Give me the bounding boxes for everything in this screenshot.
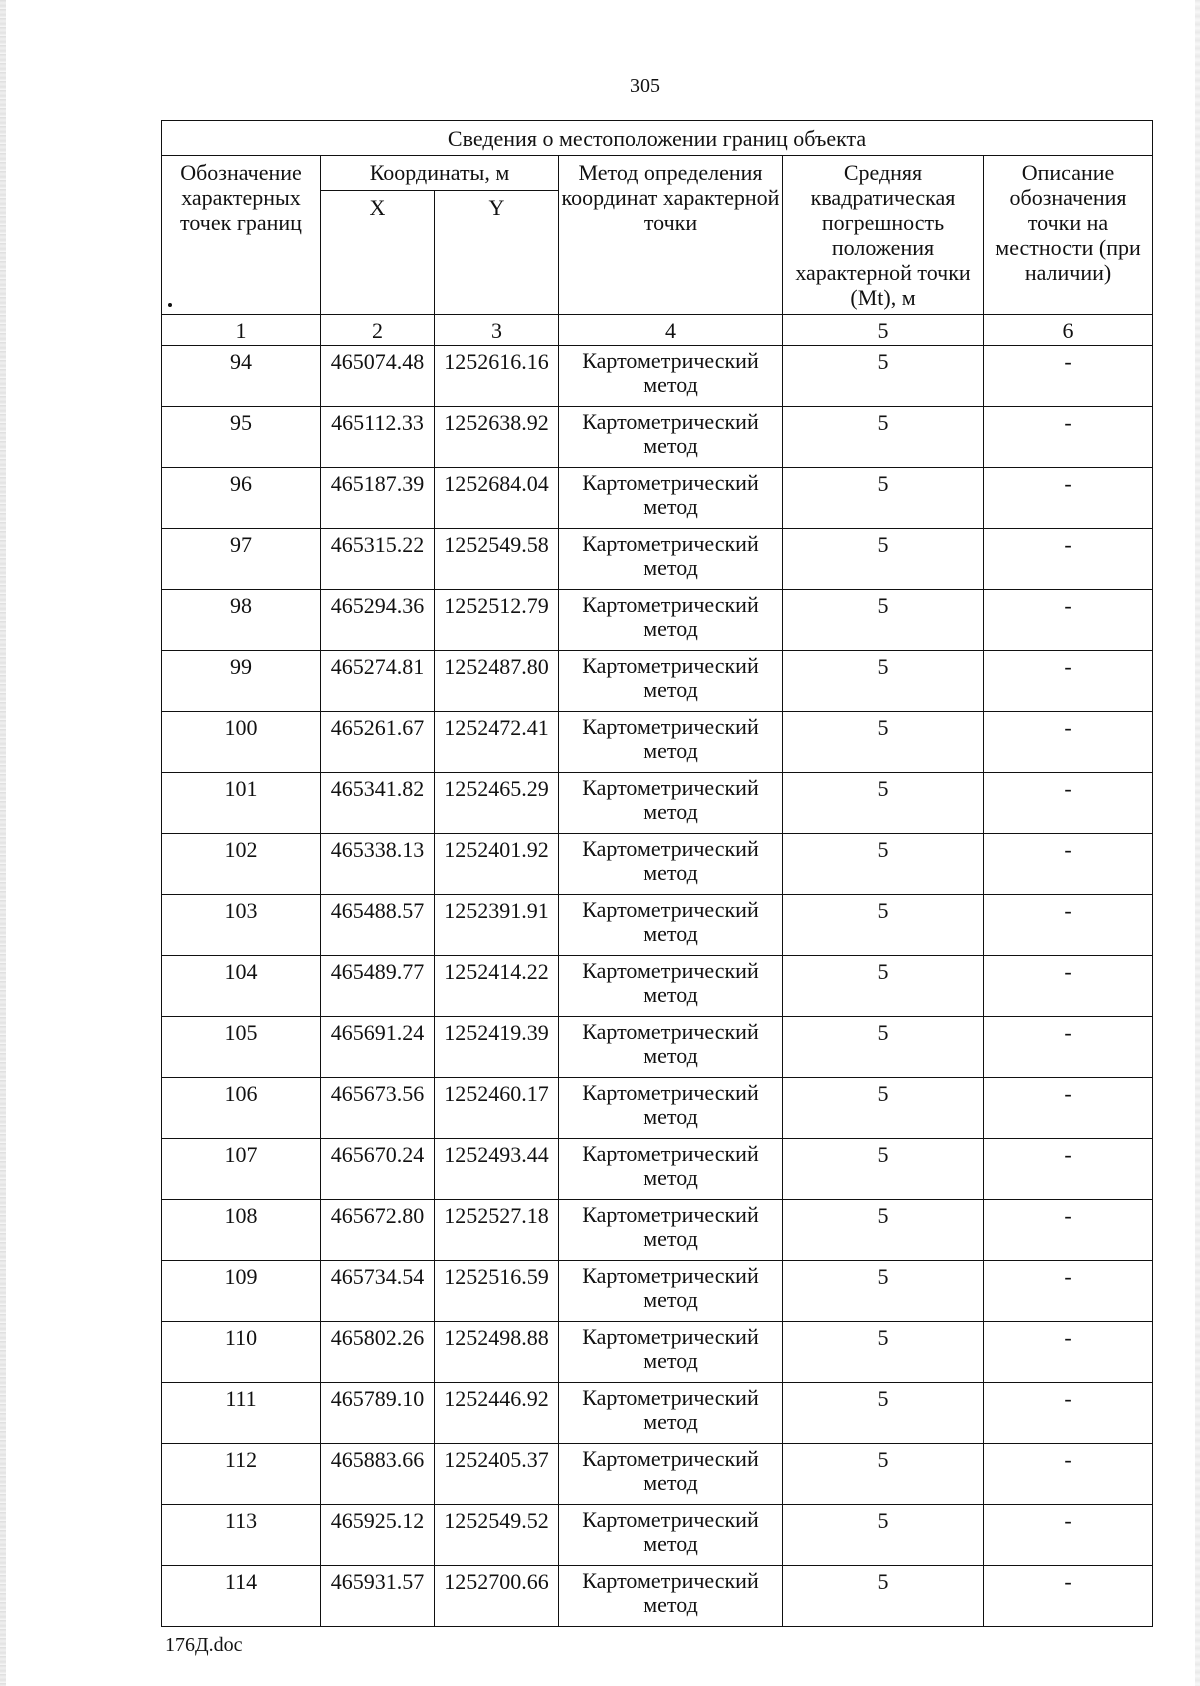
error-cell: 5	[783, 956, 984, 1017]
table-row	[162, 1261, 1153, 1322]
footer-filename: 176Д.doc	[165, 1634, 243, 1656]
y-coordinate-cell: 1252638.92	[435, 407, 559, 468]
point-cell: 107	[162, 1139, 321, 1200]
table-row	[162, 1566, 1153, 1627]
table-row	[162, 773, 1153, 834]
header-x: X	[321, 191, 435, 315]
x-coordinate-cell: 465691.24	[321, 1017, 435, 1078]
header-row	[162, 156, 1153, 191]
method-cell: Картометрический метод	[559, 1200, 783, 1261]
method-cell: Картометрический метод	[559, 773, 783, 834]
scan-edge-right	[1195, 0, 1200, 1686]
column-number: 2	[321, 315, 435, 346]
error-cell: 5	[783, 1383, 984, 1444]
x-coordinate-cell: 465670.24	[321, 1139, 435, 1200]
column-number: 5	[783, 315, 984, 346]
error-cell: 5	[783, 895, 984, 956]
x-coordinate-cell: 465112.33	[321, 407, 435, 468]
y-coordinate-cell: 1252401.92	[435, 834, 559, 895]
description-cell: -	[984, 895, 1153, 956]
column-number: 3	[435, 315, 559, 346]
x-coordinate-cell: 465187.39	[321, 468, 435, 529]
method-cell: Картометрический метод	[559, 651, 783, 712]
method-cell: Картометрический метод	[559, 590, 783, 651]
header-error: Средняя квадратическая погрешность положения характерной точки (Mt), м	[783, 156, 984, 315]
x-coordinate-cell: 465672.80	[321, 1200, 435, 1261]
table-row	[162, 1200, 1153, 1261]
table-row	[162, 1139, 1153, 1200]
error-cell: 5	[783, 1017, 984, 1078]
x-coordinate-cell: 465673.56	[321, 1078, 435, 1139]
header-y: Y	[435, 191, 559, 315]
method-cell: Картометрический метод	[559, 1261, 783, 1322]
x-coordinate-cell: 465315.22	[321, 529, 435, 590]
point-cell: 99	[162, 651, 321, 712]
description-cell: -	[984, 1505, 1153, 1566]
description-cell: -	[984, 468, 1153, 529]
error-cell: 5	[783, 1139, 984, 1200]
x-coordinate-cell: 465294.36	[321, 590, 435, 651]
description-cell: -	[984, 1017, 1153, 1078]
point-cell: 96	[162, 468, 321, 529]
y-coordinate-cell: 1252414.22	[435, 956, 559, 1017]
y-coordinate-cell: 1252487.80	[435, 651, 559, 712]
y-coordinate-cell: 1252493.44	[435, 1139, 559, 1200]
y-coordinate-cell: 1252465.29	[435, 773, 559, 834]
table-row	[162, 895, 1153, 956]
error-cell: 5	[783, 1505, 984, 1566]
error-cell: 5	[783, 468, 984, 529]
method-cell: Картометрический метод	[559, 407, 783, 468]
y-coordinate-cell: 1252460.17	[435, 1078, 559, 1139]
table-body	[162, 121, 1153, 1627]
column-number: 6	[984, 315, 1153, 346]
x-coordinate-cell: 465261.67	[321, 712, 435, 773]
error-cell: 5	[783, 651, 984, 712]
y-coordinate-cell: 1252516.59	[435, 1261, 559, 1322]
point-cell: 106	[162, 1078, 321, 1139]
table-row	[162, 651, 1153, 712]
table-row	[162, 1322, 1153, 1383]
x-coordinate-cell: 465734.54	[321, 1261, 435, 1322]
method-cell: Картометрический метод	[559, 712, 783, 773]
x-coordinate-cell: 465274.81	[321, 651, 435, 712]
y-coordinate-cell: 1252419.39	[435, 1017, 559, 1078]
table-row	[162, 529, 1153, 590]
description-cell: -	[984, 1383, 1153, 1444]
method-cell: Картометрический метод	[559, 1017, 783, 1078]
point-cell: 111	[162, 1383, 321, 1444]
error-cell: 5	[783, 834, 984, 895]
table-row	[162, 712, 1153, 773]
y-coordinate-cell: 1252446.92	[435, 1383, 559, 1444]
x-coordinate-cell: 465074.48	[321, 346, 435, 407]
y-coordinate-cell: 1252512.79	[435, 590, 559, 651]
method-cell: Картометрический метод	[559, 1444, 783, 1505]
y-coordinate-cell: 1252684.04	[435, 468, 559, 529]
page-number: 305	[630, 75, 660, 97]
method-cell: Картометрический метод	[559, 1566, 783, 1627]
table-row	[162, 468, 1153, 529]
table-title: Сведения о местоположении границ объекта	[162, 121, 1153, 156]
description-cell: -	[984, 346, 1153, 407]
y-coordinate-cell: 1252472.41	[435, 712, 559, 773]
table-row	[162, 1505, 1153, 1566]
column-number: 4	[559, 315, 783, 346]
point-cell: 109	[162, 1261, 321, 1322]
error-cell: 5	[783, 1444, 984, 1505]
method-cell: Картометрический метод	[559, 1322, 783, 1383]
error-cell: 5	[783, 1566, 984, 1627]
description-cell: -	[984, 1078, 1153, 1139]
point-cell: 94	[162, 346, 321, 407]
description-cell: -	[984, 1322, 1153, 1383]
method-cell: Картометрический метод	[559, 346, 783, 407]
y-coordinate-cell: 1252527.18	[435, 1200, 559, 1261]
x-coordinate-cell: 465489.77	[321, 956, 435, 1017]
point-cell: 101	[162, 773, 321, 834]
point-cell: 108	[162, 1200, 321, 1261]
description-cell: -	[984, 590, 1153, 651]
error-cell: 5	[783, 1261, 984, 1322]
point-cell: 113	[162, 1505, 321, 1566]
table-row	[162, 590, 1153, 651]
description-cell: -	[984, 712, 1153, 773]
description-cell: -	[984, 1444, 1153, 1505]
x-coordinate-cell: 465789.10	[321, 1383, 435, 1444]
boundary-coordinates-table	[161, 120, 1153, 1627]
y-coordinate-cell: 1252549.52	[435, 1505, 559, 1566]
description-cell: -	[984, 529, 1153, 590]
point-cell: 98	[162, 590, 321, 651]
description-cell: -	[984, 1261, 1153, 1322]
error-cell: 5	[783, 1200, 984, 1261]
point-cell: 110	[162, 1322, 321, 1383]
table-row	[162, 1444, 1153, 1505]
x-coordinate-cell: 465338.13	[321, 834, 435, 895]
description-cell: -	[984, 407, 1153, 468]
x-coordinate-cell: 465341.82	[321, 773, 435, 834]
error-cell: 5	[783, 773, 984, 834]
error-cell: 5	[783, 346, 984, 407]
method-cell: Картометрический метод	[559, 1505, 783, 1566]
description-cell: -	[984, 956, 1153, 1017]
header-coordinates: Координаты, м	[321, 156, 559, 191]
error-cell: 5	[783, 529, 984, 590]
table-row	[162, 956, 1153, 1017]
x-coordinate-cell: 465931.57	[321, 1566, 435, 1627]
x-coordinate-cell: 465802.26	[321, 1322, 435, 1383]
table-row	[162, 407, 1153, 468]
y-coordinate-cell: 1252405.37	[435, 1444, 559, 1505]
table-row	[162, 346, 1153, 407]
error-cell: 5	[783, 712, 984, 773]
method-cell: Картометрический метод	[559, 956, 783, 1017]
description-cell: -	[984, 1139, 1153, 1200]
header-method: Метод определения координат характерной точки	[559, 156, 783, 315]
y-coordinate-cell: 1252549.58	[435, 529, 559, 590]
scan-edge-left	[0, 0, 6, 1686]
method-cell: Картометрический метод	[559, 834, 783, 895]
point-cell: 114	[162, 1566, 321, 1627]
stray-dot-mark	[168, 303, 172, 307]
method-cell: Картометрический метод	[559, 468, 783, 529]
error-cell: 5	[783, 1322, 984, 1383]
column-number: 1	[162, 315, 321, 346]
point-cell: 95	[162, 407, 321, 468]
x-coordinate-cell: 465925.12	[321, 1505, 435, 1566]
table-row	[162, 1383, 1153, 1444]
table-row	[162, 834, 1153, 895]
description-cell: -	[984, 773, 1153, 834]
method-cell: Картометрический метод	[559, 895, 783, 956]
point-cell: 112	[162, 1444, 321, 1505]
y-coordinate-cell: 1252700.66	[435, 1566, 559, 1627]
method-cell: Картометрический метод	[559, 1139, 783, 1200]
method-cell: Картометрический метод	[559, 1078, 783, 1139]
description-cell: -	[984, 1200, 1153, 1261]
description-cell: -	[984, 1566, 1153, 1627]
y-coordinate-cell: 1252391.91	[435, 895, 559, 956]
error-cell: 5	[783, 590, 984, 651]
point-cell: 97	[162, 529, 321, 590]
table-row	[162, 1078, 1153, 1139]
description-cell: -	[984, 834, 1153, 895]
x-coordinate-cell: 465883.66	[321, 1444, 435, 1505]
method-cell: Картометрический метод	[559, 529, 783, 590]
y-coordinate-cell: 1252498.88	[435, 1322, 559, 1383]
point-cell: 103	[162, 895, 321, 956]
table-title-row	[162, 121, 1153, 156]
point-cell: 100	[162, 712, 321, 773]
method-cell: Картометрический метод	[559, 1383, 783, 1444]
column-numbers-row	[162, 315, 1153, 346]
header-points: Обозначение характерных точек границ	[162, 156, 321, 315]
description-cell: -	[984, 651, 1153, 712]
point-cell: 105	[162, 1017, 321, 1078]
error-cell: 5	[783, 1078, 984, 1139]
x-coordinate-cell: 465488.57	[321, 895, 435, 956]
point-cell: 104	[162, 956, 321, 1017]
point-cell: 102	[162, 834, 321, 895]
y-coordinate-cell: 1252616.16	[435, 346, 559, 407]
table-row	[162, 1017, 1153, 1078]
error-cell: 5	[783, 407, 984, 468]
header-description: Описание обозначения точки на местности (при наличии)	[984, 156, 1153, 315]
